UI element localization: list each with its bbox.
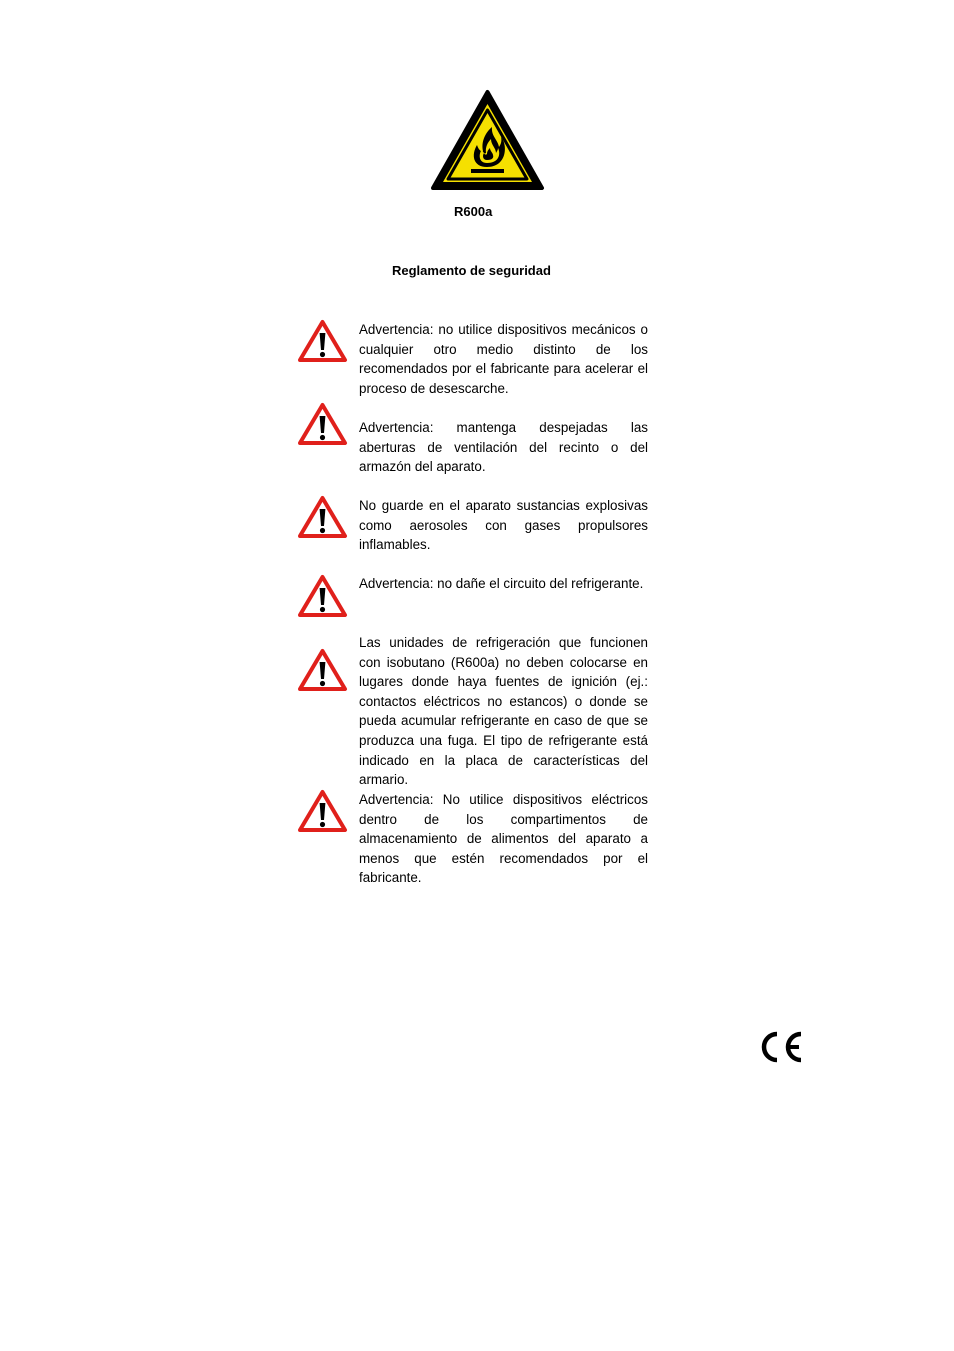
warning-text: Advertencia: mantenga despejadas las aberturas de ventilación del recinto o del armazón del aparato. <box>359 420 648 475</box>
warning-text: Las unidades de refrigeración que funcionen con isobutano (R600a) no deben colocarse en lugares donde haya fuentes de ignición (ej.: contactos eléctricos no estancos) o donde se pueda acumular refrigerante en caso de que se produzca una fuga. El tipo de refrigerante está indicado en la placa de características del armario. <box>359 635 648 788</box>
flammable-warning-icon <box>430 89 545 191</box>
exclamation-warning-icon <box>297 574 348 618</box>
ce-mark-icon <box>759 1030 805 1064</box>
warning-text: Advertencia: No utilice dispositivos eléctricos dentro de los compartimentos de almacenamiento de alimentos del aparato a menos que estén recomendados por el fabricante. <box>359 792 648 886</box>
exclamation-warning-icon <box>297 495 348 539</box>
warning-text: Advertencia: no dañe el circuito del refrigerante. <box>359 576 644 591</box>
exclamation-warning-icon <box>297 648 348 692</box>
section-title: Reglamento de seguridad <box>392 263 551 278</box>
refrigerant-label: R600a <box>454 204 493 219</box>
exclamation-warning-icon <box>297 319 348 363</box>
exclamation-warning-icon <box>297 402 348 446</box>
warning-text: No guarde en el aparato sustancias explosivas como aerosoles con gases propulsores inflamables. <box>359 498 648 553</box>
exclamation-warning-icon <box>297 789 348 833</box>
warning-text: Advertencia: no utilice dispositivos mecánicos o cualquier otro medio distinto de los recomendados por el fabricante para acelerar el proceso de desescarche. <box>359 322 648 396</box>
